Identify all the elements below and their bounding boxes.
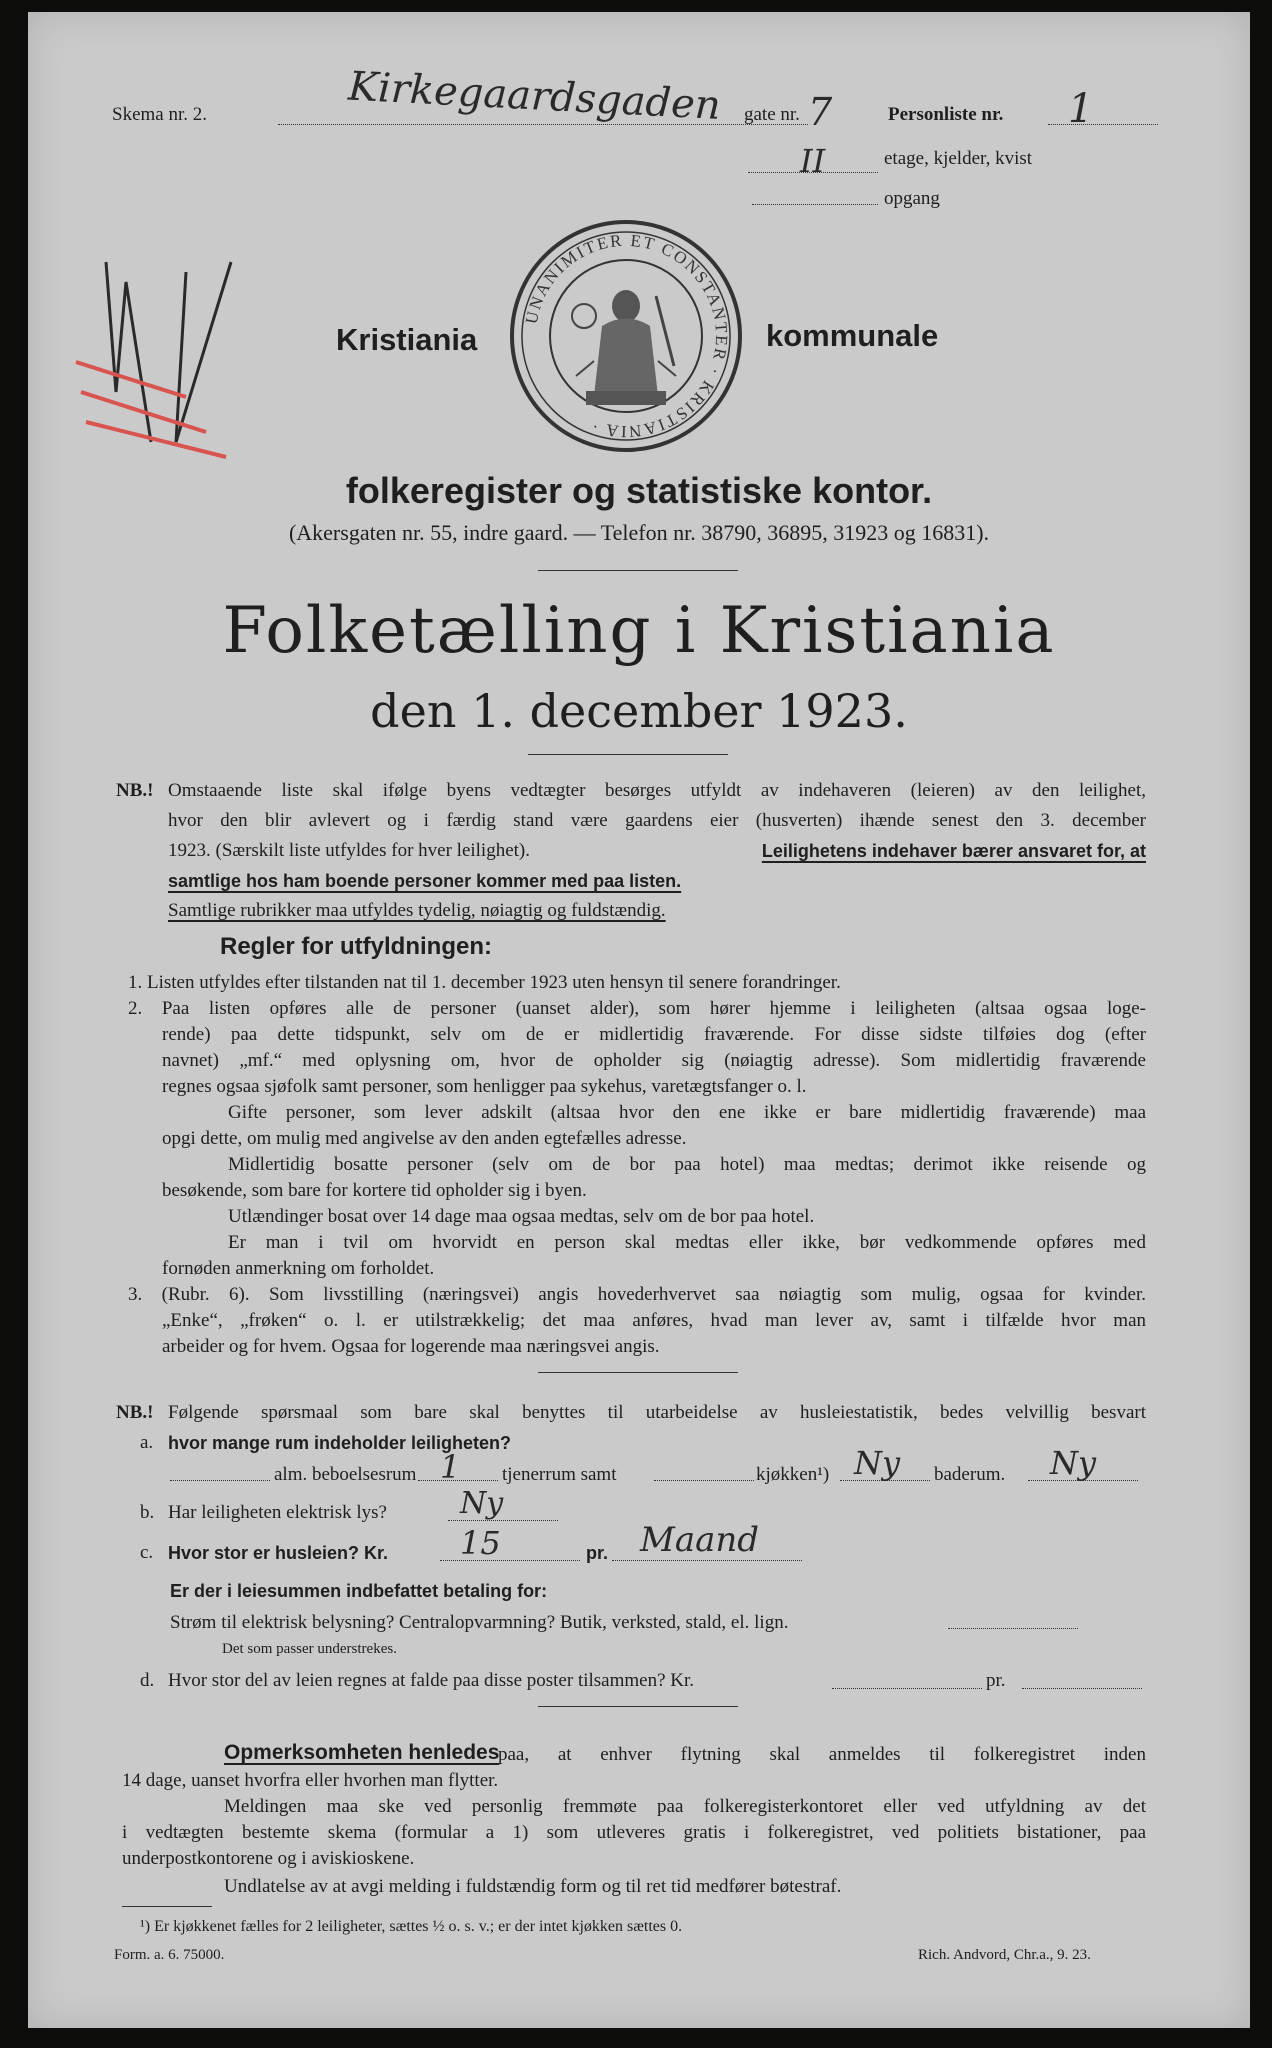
rooms-label: alm. beboelsesrum — [274, 1464, 417, 1485]
nb-text-line: hvor den blir avlevert og i færdig stand være gaardens eier (husverten) ihænde senest den 3. december — [168, 810, 1146, 831]
bath-value: Ny — [1050, 1444, 1097, 1482]
kitchen-label: kjøkken¹) — [756, 1464, 830, 1485]
share-pr-line — [1022, 1688, 1142, 1689]
rule-line: 3. (Rubr. 6). Som livsstilling (næringsvei) angis hovederhvervet saa nøiagtig som mulig, ogsaa for kvinder. — [128, 1284, 1146, 1305]
rule-line: Er man i tvil om hvorvidt en person skal medtas eller ikke, bør vedkommende opføres med — [228, 1232, 1146, 1253]
rule-line: rende) paa dette tidspunkt, selv om de er midlertidig fraværende. For disse sidste tilføies dog (efter — [162, 1024, 1146, 1045]
office-title: folkeregister og statistiske kontor. — [345, 470, 933, 511]
rooms-value: 1 — [440, 1448, 461, 1486]
notice-line: i vedtægten bestemte skema (formular a 1) som utleveres gratis i folkeregistret, ved politiets bistationer, paa — [122, 1822, 1146, 1843]
personliste-line — [1048, 124, 1158, 125]
dotted-line — [654, 1480, 754, 1481]
rule-line: Midlertidig bosatte personer (selv om de bor paa hotel) maa medtas; derimot ikke reisende og — [228, 1154, 1146, 1175]
share-kr-line — [832, 1688, 982, 1689]
skema-number: Skema nr. 2. — [112, 104, 207, 125]
notice-line: 14 dage, uanset hvorfra eller hvorhen man flytter. — [122, 1770, 499, 1791]
rent-value: 15 — [460, 1524, 501, 1562]
footnote: ¹) Er kjøkkenet fælles for 2 leiligheter, sættes ½ o. s. v.; er der intet kjøkken sættes 0. — [140, 1918, 683, 1935]
city-seal-icon — [506, 216, 746, 456]
notice-line: underpostkontorene og i aviskioskene. — [122, 1848, 415, 1869]
rule-line: navnet) „mf.“ med oplysning om, hvor de opholder sig (nøiagtig adresse). Som midlertidig fraværende — [162, 1050, 1146, 1071]
question-b-label: b. — [140, 1502, 155, 1523]
dotted-line — [170, 1480, 270, 1481]
rule-line: 2. Paa listen opføres alle de personer (uanset alder), som hører hjemme i leiligheten (altsaa ogsaa loge- — [128, 998, 1146, 1019]
included-items: Strøm til elektrisk belysning? Centralopvarmning? Butik, verksted, stald, el. lign. — [170, 1612, 789, 1633]
nb-responsibility-text: Leilighetens indehaver bærer ansvaret for, at — [761, 841, 1146, 861]
rule-line: 1. Listen utfyldes efter tilstanden nat til 1. december 1923 uten hensyn til senere forandringer. — [128, 972, 841, 993]
question-c-label: c. — [140, 1542, 154, 1563]
opgang-line — [752, 204, 878, 205]
question-a-label: a. — [140, 1432, 154, 1453]
rent-period-label: pr. — [586, 1543, 609, 1563]
rule-line: „Enke“, „frøken“ o. l. er utilstrækkelig; det maa anføres, hvad man lever av, samt i tilfælde hvor man — [162, 1310, 1146, 1331]
nb-fill-instruction: Samtlige rubrikker maa utfyldes tydelig, nøiagtig og fuldstændig. — [168, 900, 666, 921]
gate-nr-value: 7 — [808, 90, 833, 134]
share-pr-label: pr. — [986, 1670, 1006, 1691]
bath-label: baderum. — [934, 1464, 1006, 1485]
notice-line: Meldingen maa ske ved personlig fremmøte paa folkeregisterkontoret eller ved utfyldning av det — [224, 1796, 1146, 1817]
divider — [538, 570, 738, 571]
dotted-line — [948, 1628, 1078, 1629]
included-heading: Er der i leiesummen indbefattet betaling for: — [170, 1581, 548, 1601]
svg-text:UNANIMITER ET CONSTANTER · KRI: UNANIMITER ET CONSTANTER · KRISTIANIA · — [521, 230, 732, 442]
notice-heading: Opmerksomheten henledes — [224, 1741, 500, 1764]
question-d-text: Hvor stor del av leien regnes at falde paa disse poster tilsammen? Kr. — [168, 1670, 695, 1691]
street-name-line — [278, 124, 808, 125]
rule-line: regnes ogsaa sjøfolk samt personer, som henligger paa sykehus, varetægtsfanger o. l. — [162, 1076, 807, 1097]
office-address: (Akersgaten nr. 55, indre gaard. — Telefon nr. 38790, 36895, 31923 og 16831). — [288, 520, 990, 545]
divider — [528, 754, 728, 755]
included-note: Det som passer understrekes. — [222, 1641, 397, 1657]
rule-line: besøkende, som bare for kortere tid opholder sig i byen. — [162, 1180, 587, 1201]
question-c-text: Hvor stor er husleien? Kr. — [168, 1543, 389, 1563]
nb-label: NB.! — [116, 780, 154, 801]
nb2-intro: Følgende spørsmaal som bare skal benyttes til utarbeidelse av husleiestatistik, bedes velvillig besvart — [168, 1402, 1146, 1423]
opgang-label: opgang — [884, 188, 940, 209]
footnote-divider — [122, 1906, 212, 1907]
electric-value: Ny — [460, 1486, 504, 1521]
nb-responsibility-text: samtlige hos ham boende personer kommer med paa listen. — [168, 871, 682, 891]
census-form-sheet — [28, 12, 1250, 2028]
notice-line: Undlatelse av at avgi melding i fuldstændig form og til ret tid medfører bøtestraf. — [224, 1876, 842, 1897]
nb-text-line: Omstaaende liste skal ifølge byens vedtægter besørges utfyldt av indehaveren (leieren) av den leilighet, — [168, 780, 1146, 801]
printer-imprint: Rich. Andvord, Chr.a., 9. 23. — [918, 1947, 1091, 1963]
street-name-handwritten: Kirkegaardsgaden — [347, 63, 722, 130]
divider — [538, 1706, 738, 1707]
etage-label: etage, kjelder, kvist — [884, 148, 1033, 169]
rule-line: fornøden anmerkning om forholdet. — [162, 1258, 435, 1279]
kommunale-label: kommunale — [766, 318, 939, 353]
rule-line: Gifte personer, som lever adskilt (altsaa hvor den ene ikke er bare midlertidig fraværende) maa — [228, 1102, 1146, 1123]
rent-period-value: Maand — [640, 1520, 760, 1560]
question-d-label: d. — [140, 1670, 155, 1691]
question-a-text: hvor mange rum indeholder leiligheten? — [168, 1433, 512, 1453]
notice-line: paa, at enhver flytning skal anmeldes til folkeregistret inden — [498, 1744, 1146, 1765]
kitchen-value: Ny — [854, 1444, 901, 1482]
personliste-label: Personliste nr. — [888, 104, 1004, 125]
rule-line: arbeider og for hvem. Ogsaa for logerende maa næringsvei angis. — [162, 1336, 660, 1357]
question-b-text: Har leiligheten elektrisk lys? — [168, 1502, 387, 1523]
rules-heading: Regler for utfyldningen: — [220, 933, 492, 960]
gate-nr-label: gate nr. — [744, 104, 800, 125]
main-title: Folketælling i Kristiania — [222, 594, 1056, 668]
personliste-value: 1 — [1068, 86, 1094, 132]
form-number: Form. a. 6. 75000. — [114, 1947, 225, 1963]
nb-label: NB.! — [116, 1402, 154, 1423]
divider — [538, 1372, 738, 1373]
nb-text-line: 1923. (Særskilt liste utfyldes for hver leilighet). — [168, 840, 531, 861]
rent-period-line — [612, 1560, 802, 1561]
rule-line: Utlændinger bosat over 14 dage maa ogsaa medtas, selv om de bor paa hotel. — [228, 1206, 815, 1227]
kristiania-label: Kristiania — [336, 322, 478, 357]
margin-mark-stamp — [56, 242, 256, 472]
servant-rooms-label: tjenerrum samt — [502, 1464, 617, 1485]
main-subtitle: den 1. december 1923. — [370, 684, 908, 738]
etage-value: II — [800, 142, 826, 180]
rule-line: opgi dette, om mulig med angivelse av den anden egtefælles adresse. — [162, 1128, 687, 1149]
